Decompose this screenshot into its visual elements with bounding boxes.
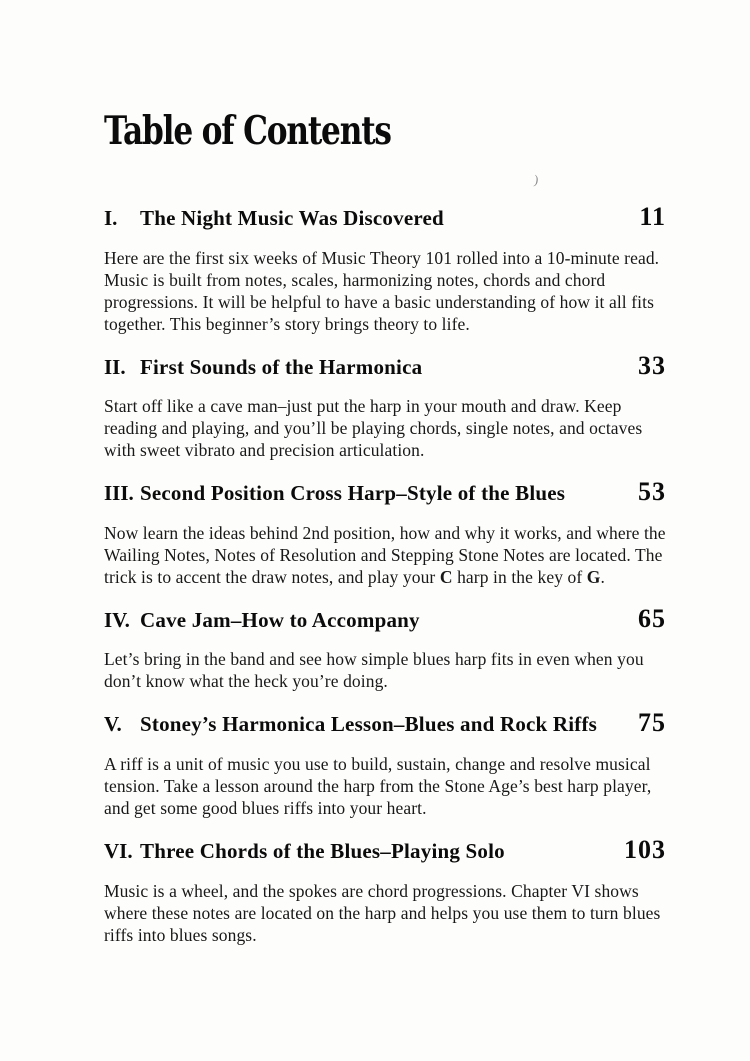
chapter-page-number: 103 bbox=[624, 834, 666, 864]
toc-entry-5 bbox=[104, 709, 672, 819]
chapter-description: Here are the first six weeks of Music Theory 101 rolled into a 10-minute read. Music is built from notes, scales, harmonizing notes, chords and chord progressions. It will be helpful to have a basic understanding of how it all fits together. This beginner’s story brings theory to life. bbox=[104, 247, 660, 334]
chapter-description: Let’s bring in the band and see how simple blues harp fits in even when you don’t know what the heck you’re doing. bbox=[104, 649, 644, 692]
toc-entry-2 bbox=[104, 352, 672, 462]
chapter-description: Music is a wheel, and the spokes are chord progressions. Chapter VI shows where these notes are located on the harp and helps you use them to turn blues riffs into blues songs. bbox=[104, 880, 661, 945]
toc-entry-6 bbox=[104, 836, 672, 946]
chapter-numeral: IV. bbox=[104, 607, 130, 632]
chapter-heading bbox=[104, 203, 672, 232]
toc-entry-3 bbox=[104, 478, 672, 588]
chapter-heading bbox=[104, 605, 672, 634]
chapter-heading bbox=[104, 478, 672, 507]
chapter-description: Start off like a cave man–just put the harp in your mouth and draw. Keep reading and playing, and you’ll be playing chords, single notes, and octaves with sweet vibrato and precision articulation. bbox=[104, 396, 643, 461]
chapter-description: Now learn the ideas behind 2nd position, how and why it works, and where the Wailing Notes, Notes of Resolution and Stepping Stone Notes are located. The trick is to accent the draw notes, and play your C harp in the key of G. bbox=[104, 522, 666, 587]
chapter-numeral: VI. bbox=[104, 838, 133, 863]
chapter-title: The Night Music Was Discovered bbox=[140, 206, 444, 230]
chapter-page-number: 75 bbox=[638, 708, 666, 738]
chapter-numeral: III. bbox=[104, 481, 134, 506]
chapter-page-number: 33 bbox=[638, 350, 666, 380]
chapter-title: Three Chords of the Blues–Playing Solo bbox=[140, 838, 505, 863]
page-title: Table of Contents bbox=[104, 108, 391, 154]
chapter-heading bbox=[104, 709, 672, 738]
chapter-page-number: 11 bbox=[639, 202, 666, 231]
chapter-description: A riff is a unit of music you use to build, sustain, change and resolve musical tension. Take a lesson around the harp from the Stone Age’s best harp player, and get some good blues riffs into your heart. bbox=[104, 753, 652, 818]
chapter-title: Second Position Cross Harp–Style of the Blues bbox=[140, 481, 566, 506]
chapter-numeral: II. bbox=[104, 354, 126, 379]
toc-entry-4 bbox=[104, 605, 672, 693]
chapter-heading bbox=[104, 352, 672, 381]
chapter-numeral: I. bbox=[104, 206, 118, 230]
toc-entry-1 bbox=[104, 203, 672, 335]
chapter-title: Cave Jam–How to Accompany bbox=[140, 607, 420, 632]
chapter-numeral: V. bbox=[104, 712, 122, 737]
scan-speck: ) bbox=[533, 171, 540, 188]
chapter-title: First Sounds of the Harmonica bbox=[140, 354, 423, 379]
chapter-heading bbox=[104, 836, 672, 865]
toc-content bbox=[104, 108, 672, 963]
chapter-page-number: 53 bbox=[638, 477, 666, 507]
chapter-page-number: 65 bbox=[638, 603, 666, 633]
chapter-title: Stoney’s Harmonica Lesson–Blues and Rock Riffs bbox=[140, 712, 598, 737]
